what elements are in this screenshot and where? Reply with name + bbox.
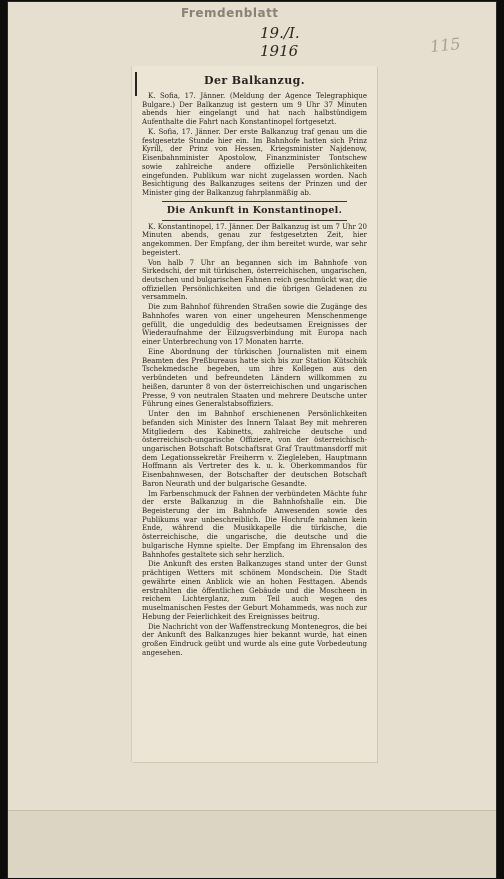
paragraph: Die Ankunft des ersten Balkanzuges stand unter der Gunst prächtigen Wetters mit schönem Mondschein. Die Stadt gewährte einen Anblick wie an hohen Festtagen. Abends erstrahlten die öffentlichen Gebäude und die Moscheen in reichem Lichterglanz, zum Teil auch wegen des muselmanischen Festes der Geburt Mohammeds, was noch zur Hebung der Feierlichkeit des Ereignisses beitrug. <box>142 560 367 621</box>
paragraph: K. Konstantinopel, 17. Jänner. Der Balkanzug ist um 7 Uhr 20 Minuten abends, genau zur festgesetzten Zeit, hier angekommen. Der Empfang, der ihm bereitet wurde, war sehr begeistert. <box>142 222 367 257</box>
paragraph: Von halb 7 Uhr an begannen sich im Bahnhofe von Sirkedschi, der mit türkischen, österreichischen, ungarischen, deutschen und bulgarischen Fahnen reich geschmückt war, die offiziellen Persönlichkeiten und die übrigen Geladenen zu versammeln. <box>142 258 367 302</box>
handwritten-date: 19./I. 1916 <box>260 24 300 60</box>
newspaper-clipping <box>132 66 377 762</box>
paragraph: Eine Abordnung der türkischen Journalisten mit einem Beamten des Preßbureaus hatte sich bis zur Station Kütschük Tschekmedsche begeben, um ihre Kollegen aus den verbündeten und befreundeten Ländern willkommen zu heißen, darunter 8 von der österreichischen und ungarischen Presse, 9 von neutralen Staaten und mehrere Deutsche unter Führung eines Generalstabsoffiziers. <box>142 348 367 409</box>
paragraph: Im Farbenschmuck der Fahnen der verbündeten Mächte fuhr der erste Balkanzug in die Bahnhofshalle ein. Die Begeisterung der im Bahnhofe Anwesenden sowie des Publikums war unbeschreiblich. Die Hochrufe nahmen kein Ende, während die Musikkapelle die türkische, die österreichische, die ungarische, die deutsche und die bulgarische Hymne spielte. Der Empfang im Ehrensalon des Bahnhofes gestaltete sich sehr herzlich. <box>142 489 367 559</box>
paragraph: Die Nachricht von der Waffenstreckung Montenegros, die bei der Ankunft des Balkanzuges hier bekannt wurde, hat einen großen Eindruck geübt und wurde als eine gute Vorbedeutung angesehen. <box>142 622 367 657</box>
margin-mark <box>135 72 137 96</box>
newspaper-stamp: Fremdenblatt <box>181 6 279 20</box>
archive-sheet <box>8 2 496 877</box>
paragraph: K. Sofia, 17. Jänner. (Meldung der Agence Telegraphique Bulgare.) Der Balkanzug ist gestern um 9 Uhr 37 Minuten abends hier eingelangt und hat nach halbstündigem Aufenthalte die Fahrt nach Konstantinopel fortgesetzt. <box>142 92 367 127</box>
article-subtitle: Die Ankunft in Konstantinopel. <box>166 204 343 216</box>
handwritten-page-number: 115 <box>429 34 462 57</box>
paragraph: Die zum Bahnhof führenden Straßen sowie die Zugänge des Bahnhofes waren von einer ungeheuren Menschenmenge gefüllt, die ungeduldig des bedeutsamen Ereignisses der Wiederaufnahme der Eilzugsverbindung mit Europa nach einer Unterbrechung von 17 Monaten harrte. <box>142 303 367 347</box>
article-body <box>142 72 367 659</box>
sheet-fold <box>8 810 496 878</box>
article-title: Der Balkanzug. <box>204 74 305 87</box>
divider <box>162 220 347 221</box>
divider <box>162 201 347 202</box>
paragraph: K. Sofia, 17. Jänner. Der erste Balkanzug traf genau um die festgesetzte Stunde hier ein. Im Bahnhofe hatten sich Prinz Kyrill, der Prinz von Hessen, Kriegsminister Najdenow, Eisenbahnminister Apostolow, Finanzminister Tontschew sowie zahlreiche andere offizielle Persönlichkeiten eingefunden. Publikum war nicht zugelassen worden. Nach Besichtigung des Balkanzuges seitens der Prinzen und der Minister ging der Balkanzug fahrplanmäßig ab. <box>142 128 367 197</box>
paragraph: Unter den im Bahnhof erschienenen Persönlichkeiten befanden sich Minister des Innern Talaat Bey mit mehreren Mitgliedern des Kabinetts, zahlreiche deutsche und österreichisch-ungarische Offiziere, von der österreichisch-ungarischen Botschaft Botschaftsrat Graf Trauttmansdorff mit dem Legationssekretär Freiherrn v. Ziegleleben, Hauptmann Hoffmann als Vertreter des k. u. k. Oberkommandos für Eisenbahnwesen, der Botschafter der deutschen Botschaft Baron Neurath und der bulgarische Gesandte. <box>142 410 367 488</box>
